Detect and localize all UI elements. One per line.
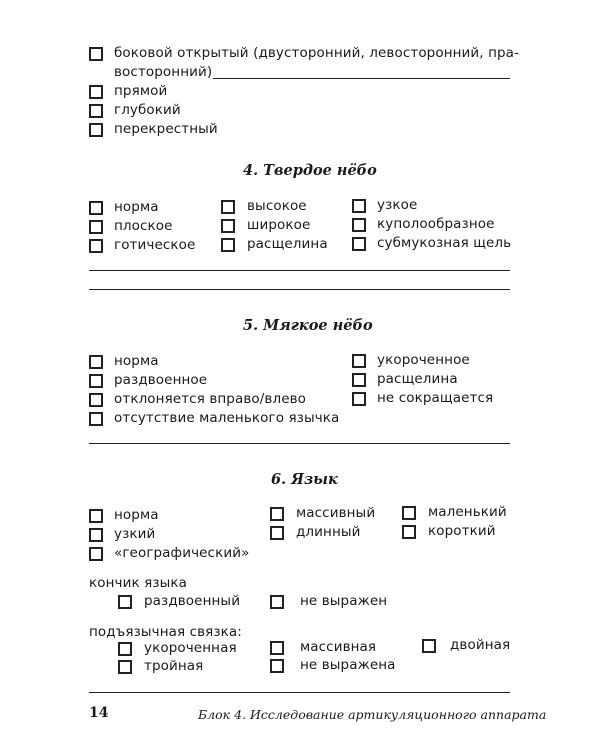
option-sp-norm: норма: [114, 353, 159, 369]
fill-in-line-hp-2[interactable]: [89, 289, 510, 290]
option-hp-gothic: готическое: [114, 237, 196, 253]
option-t-small: маленький: [428, 504, 507, 520]
checkbox-t-small[interactable]: [402, 506, 416, 520]
option-t-short: короткий: [428, 523, 496, 539]
fill-in-line-sp[interactable]: [89, 443, 510, 444]
checkbox-hp-dome[interactable]: [352, 218, 366, 232]
checkbox-direct[interactable]: [89, 85, 103, 99]
option-cross: перекрестный: [114, 121, 218, 137]
checkbox-fr-triple[interactable]: [118, 660, 132, 674]
checkbox-hp-gothic[interactable]: [89, 239, 103, 253]
option-tip-bifid: раздвоенный: [144, 593, 241, 609]
checkbox-sp-no-uvula[interactable]: [89, 412, 103, 426]
option-hp-dome: куполообразное: [377, 216, 495, 232]
option-deep: глубокий: [114, 102, 181, 118]
option-hp-narrow: узкое: [377, 197, 418, 213]
checkbox-fr-massive[interactable]: [270, 641, 284, 655]
option-side-open: боковой открытый (двусторонний, левосторонний, пра-: [114, 45, 520, 61]
label-tongue-tip: кончик языка: [89, 575, 188, 591]
checkbox-hp-norm[interactable]: [89, 201, 103, 215]
option-sp-deviates: отклоняется вправо/влево: [114, 391, 307, 407]
option-tip-not-expressed: не выражен: [300, 593, 388, 609]
checkbox-fr-not-expressed[interactable]: [270, 659, 284, 673]
option-t-norm: норма: [114, 507, 159, 523]
checkbox-sp-norm[interactable]: [89, 355, 103, 369]
option-hp-submucous: субмукозная щель: [377, 235, 512, 251]
section-title-hard-palate: 4. Твердое нёбо: [243, 162, 377, 179]
checkbox-deep[interactable]: [89, 104, 103, 118]
section-title-tongue: 6. Язык: [271, 471, 338, 488]
option-sp-no-uvula: отсутствие маленького язычка: [114, 410, 340, 426]
label-frenulum: подъязычная связка:: [89, 624, 242, 640]
option-t-geographic: «географический»: [114, 545, 250, 561]
option-hp-flat: плоское: [114, 218, 173, 234]
option-fr-massive: массивная: [300, 639, 377, 655]
option-sp-no-contract: не сокращается: [377, 390, 494, 406]
checkbox-sp-bifid[interactable]: [89, 374, 103, 388]
checkbox-t-norm[interactable]: [89, 509, 103, 523]
section-title-soft-palate: 5. Мягкое нёбо: [243, 317, 373, 334]
checkbox-hp-wide[interactable]: [221, 219, 235, 233]
checkbox-fr-double[interactable]: [422, 639, 436, 653]
checkbox-sp-cleft[interactable]: [352, 373, 366, 387]
checkbox-t-narrow[interactable]: [89, 528, 103, 542]
option-sp-cleft: расщелина: [377, 371, 458, 387]
option-fr-not-expressed: не выражена: [300, 657, 396, 673]
option-side-open-cont: восторонний): [114, 64, 213, 80]
option-fr-short: укороченная: [144, 640, 237, 656]
option-t-narrow: узкий: [114, 526, 156, 542]
checkbox-t-geographic[interactable]: [89, 547, 103, 561]
checkbox-cross[interactable]: [89, 123, 103, 137]
checkbox-t-long[interactable]: [270, 526, 284, 540]
option-hp-cleft: расщелина: [247, 236, 328, 252]
checkbox-hp-submucous[interactable]: [352, 237, 366, 251]
checkbox-t-short[interactable]: [402, 525, 416, 539]
checkbox-hp-high[interactable]: [221, 200, 235, 214]
checkbox-tip-bifid[interactable]: [118, 595, 132, 609]
checkbox-sp-no-contract[interactable]: [352, 392, 366, 406]
fill-in-line-hp-1[interactable]: [89, 270, 510, 271]
checkbox-fr-short[interactable]: [118, 642, 132, 656]
option-fr-double: двойная: [450, 637, 511, 653]
checkbox-hp-narrow[interactable]: [352, 199, 366, 213]
option-fr-triple: тройная: [144, 658, 204, 674]
option-hp-norm: норма: [114, 199, 159, 215]
fill-in-line-side[interactable]: [213, 78, 510, 79]
checkbox-hp-cleft[interactable]: [221, 238, 235, 252]
option-direct: прямой: [114, 83, 168, 99]
option-sp-short: укороченное: [377, 352, 470, 368]
option-t-massive: массивный: [296, 505, 376, 521]
option-hp-wide: широкое: [247, 217, 311, 233]
option-sp-bifid: раздвоенное: [114, 372, 208, 388]
page-number: 14: [89, 705, 109, 721]
checkbox-sp-short[interactable]: [352, 354, 366, 368]
footer-rule: [89, 692, 510, 693]
checkbox-t-massive[interactable]: [270, 507, 284, 521]
checkbox-side-open[interactable]: [89, 47, 103, 61]
checkbox-hp-flat[interactable]: [89, 220, 103, 234]
block-title: Блок 4. Исследование артикуляционного аппарата: [198, 707, 547, 722]
option-t-long: длинный: [296, 524, 361, 540]
checkbox-sp-deviates[interactable]: [89, 393, 103, 407]
option-hp-high: высокое: [247, 198, 307, 214]
checkbox-tip-not-expressed[interactable]: [270, 595, 284, 609]
